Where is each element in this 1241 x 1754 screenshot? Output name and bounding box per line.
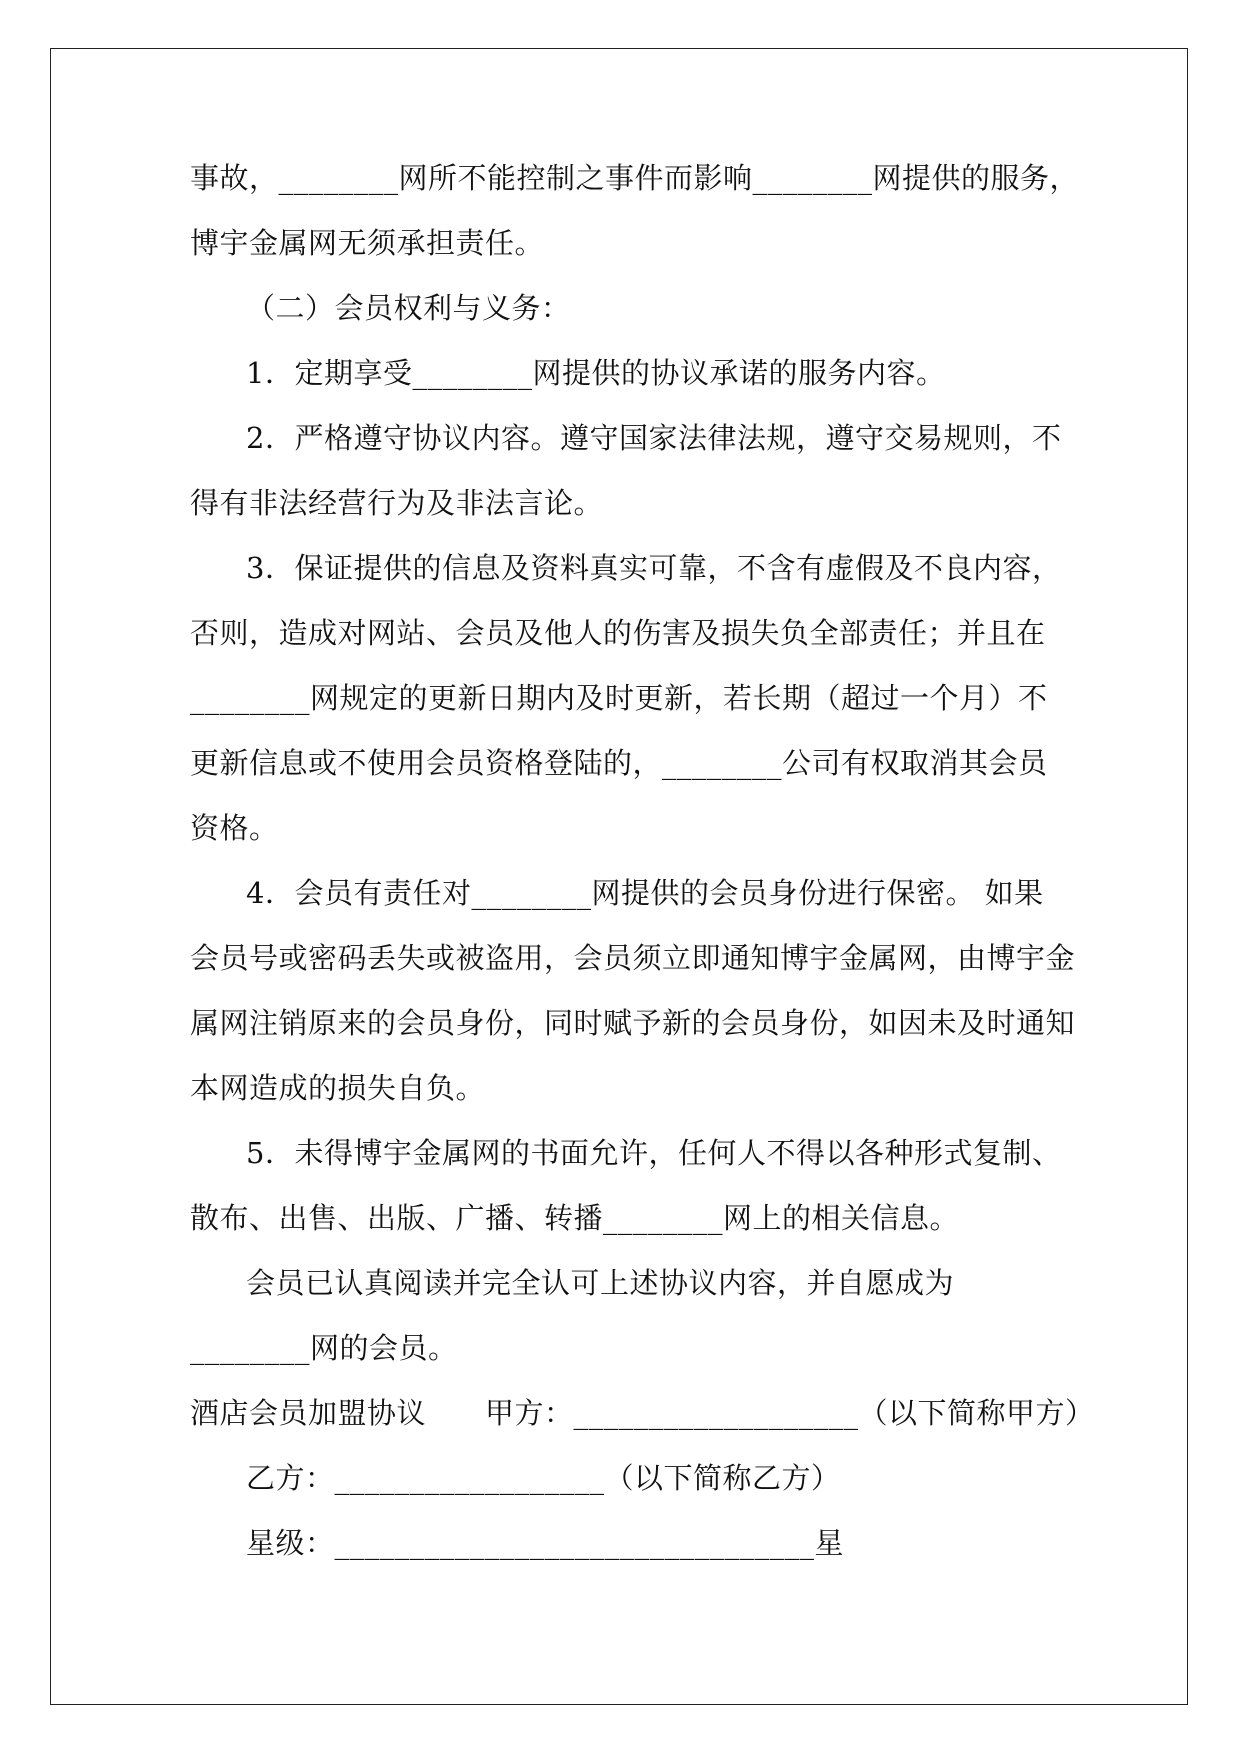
text-line: 散布、出售、出版、广播、转播________网上的相关信息。 [190, 1201, 960, 1235]
text-line: 事故，________网所不能控制之事件而影响________网提供的服务， [190, 161, 1080, 195]
text-line: 会员已认真阅读并完全认可上述协议内容，并自愿成为 [246, 1266, 955, 1300]
text-line: 4．会员有责任对________网提供的会员身份进行保密。 如果 [246, 876, 1044, 910]
text-line: 本网造成的损失自负。 [190, 1071, 486, 1105]
agreement-title-line: 酒店会员加盟协议 甲方：___________________（以下简称甲方） [190, 1396, 1095, 1430]
text-line: 资格。 [190, 811, 279, 845]
text-line: 2．严格遵守协议内容。遵守国家法律法规，遵守交易规则，不 [246, 421, 1062, 455]
text-line: 否则，造成对网站、会员及他人的伤害及损失负全部责任；并且在 [190, 616, 1046, 650]
text-line: 更新信息或不使用会员资格登陆的，________公司有权取消其会员 [190, 746, 1048, 780]
party-b-line: 乙方：__________________（以下简称乙方） [246, 1461, 841, 1495]
text-line: ________网的会员。 [190, 1331, 458, 1365]
document-body [190, 152, 1095, 1582]
text-line: 会员号或密码丢失或被盗用，会员须立即通知博宇金属网，由博宇金 [190, 941, 1076, 975]
text-line: 博宇金属网无须承担责任。 [190, 226, 545, 260]
text-line: ________网规定的更新日期内及时更新，若长期（超过一个月）不 [190, 681, 1048, 715]
text-line: 得有非法经营行为及非法言论。 [190, 486, 604, 520]
text-line: 1．定期享受________网提供的协议承诺的服务内容。 [246, 356, 946, 390]
text-line: 属网注销原来的会员身份，同时赋予新的会员身份，如因未及时通知 [190, 1006, 1076, 1040]
section-heading: （二）会员权利与义务： [246, 291, 571, 325]
star-rating-line: 星级：________________________________星 [246, 1526, 845, 1560]
text-line: 5．未得博宇金属网的书面允许，任何人不得以各种形式复制、 [246, 1136, 1062, 1170]
text-line: 3．保证提供的信息及资料真实可靠，不含有虚假及不良内容， [246, 551, 1062, 585]
